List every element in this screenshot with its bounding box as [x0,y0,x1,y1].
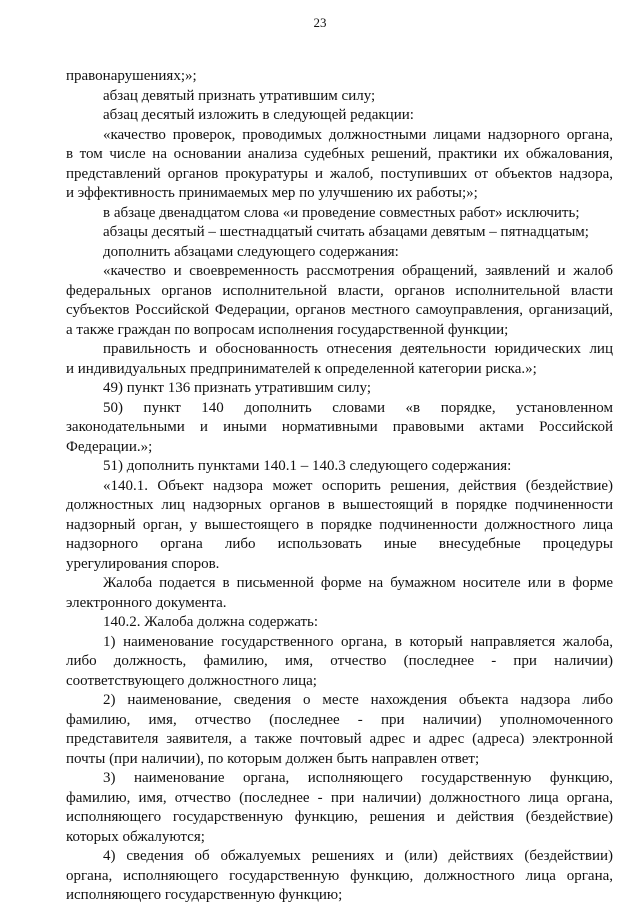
text-line: а также граждан по вопросам исполнения государственной функции; [66,321,509,338]
text-line: правильность и обоснованность отнесения деятельности юридических лиц [103,341,613,357]
text-line: органа, исполняющего государственную функцию, должностного лица органа, [66,867,613,884]
text-line: фамилию, имя, отчество (последнее - при наличии) должностного лица органа, [66,789,613,806]
text-line: представителя заявителя, а также почтовый адрес и адрес (адреса) электронной [66,731,613,747]
text-line: Жалоба подается в письменной форме на бумажном носителе или в форме [103,575,613,591]
text-line: либо должность, фамилию, имя, отчество (последнее - при наличии) [66,653,613,669]
text-line: и индивидуальных предпринимателей к определенной категории риска.»; [66,360,537,377]
text-line: урегулирования споров. [66,555,220,572]
text-line: «качество проверок, проводимых должностными лицами надзорного органа, [103,126,613,143]
text-line: «качество и своевременность рассмотрения обращений, заявлений и жалоб [103,263,613,279]
text-line: абзац девятый признать утратившим силу; [103,87,376,104]
text-line: законодательными и иными нормативными правовыми актами Российской [66,419,613,435]
text-line: 2) наименование, сведения о месте нахождения объекта надзора либо [103,692,613,708]
text-line: 1) наименование государственного органа, в который направляется жалоба, [103,633,613,650]
text-line: соответствующего должностного лица; [66,672,317,689]
text-line: Федерации.»; [66,438,153,455]
text-line: которых обжалуются; [66,828,205,845]
text-line: 49) пункт 136 признать утратившим силу; [103,380,372,396]
text-line: дополнить абзацами следующего содержания: [103,243,399,260]
text-line: 3) наименование органа, исполняющего государственную функцию, [103,770,613,786]
text-line: и эффективность принимаемых мер по улучшению их работы;»; [66,185,478,201]
text-line: в том числе на основании анализа судебных решений, практики их обжалования, [66,146,613,162]
page-number: 23 [313,15,327,30]
text-line: должностных лиц надзорных органов в вышестоящий в порядке подчиненности [66,497,613,513]
text-line: абзац десятый изложить в следующей редакции: [103,107,414,123]
document-body [66,67,613,906]
text-line: электронного документа. [66,594,227,611]
text-line: 140.2. Жалоба должна содержать: [103,614,319,630]
text-line: субъектов Российской Федерации, органов местного самоуправления, организаций, [66,302,613,318]
text-line: абзацы десятый – шестнадцатый считать абзацами девятым – пятнадцатым; [103,224,589,240]
text-line: надзорный орган, у вышестоящего в порядке подчиненности должностного лица [66,516,613,533]
text-line: исполняющего государственную функцию, решения и действия (бездействие) [66,809,613,825]
text-line: фамилию, имя, отчество (последнее - при наличии) уполномоченного [66,711,613,728]
text-line: 51) дополнить пунктами 140.1 – 140.3 следующего содержания: [103,458,512,474]
text-line: исполняющего государственную функцию; [66,887,343,903]
text-line: надзорного органа либо использовать иные внесудебные процедуры [66,536,613,552]
text-line: 4) сведения об обжалуемых решениях и (или) действиях (бездействии) [103,848,613,864]
text-line: правонарушениях;»; [66,68,197,84]
text-line: представлений органов прокуратуры и жалоб, поступивших от объектов надзора, [66,165,613,182]
text-line: почты (при наличии), по которым должен быть направлен ответ; [66,750,480,767]
text-line: «140.1. Объект надзора может оспорить решения, действия (бездействие) [103,477,613,494]
text-line: в абзаце двенадцатом слова «и проведение совместных работ» исключить; [103,204,580,221]
text-line: 50) пункт 140 дополнить словами «в порядке, установленном [103,399,613,416]
text-line: федеральных органов исполнительной власти, органов исполнительной власти [66,282,613,299]
